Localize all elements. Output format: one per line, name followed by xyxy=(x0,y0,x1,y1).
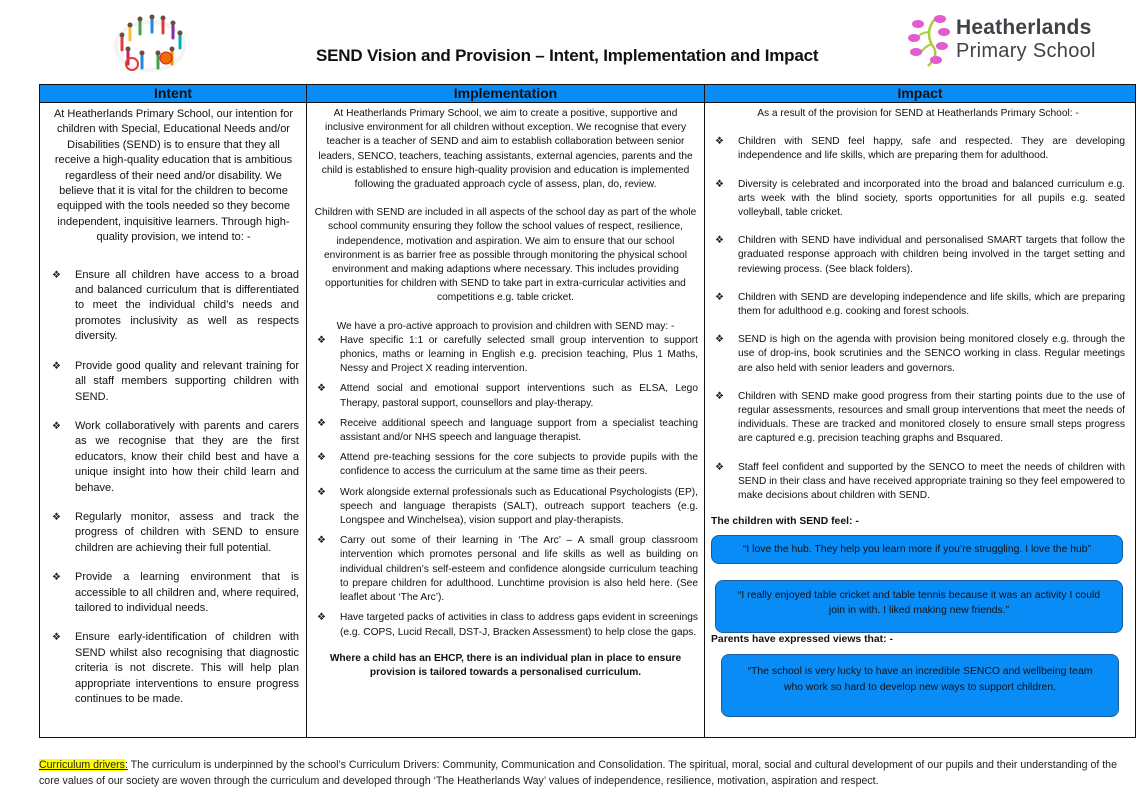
child-quote-bubble xyxy=(715,580,1123,633)
footer-colon: : xyxy=(124,759,128,771)
spacer xyxy=(711,277,1125,291)
list-item: ❖ Regularly monitor, assess and track the progress of children with SEND to ensure children are achieving their full potential. xyxy=(52,510,299,554)
list-item: ❖ Staff feel confident and supported by the SENCO to meet the needs of children with SEND in their class and have received appropriate training so they feel empowered to make decisions about children with SEND. xyxy=(715,461,1125,502)
list-item: ❖ Ensure early-identification of children with SEND whilst also recognising that diagnostic criteria is not discrete. This will help plan appropriate interventions to ensure progress continues to be made. xyxy=(52,631,299,705)
list-item: ❖ Carry out some of their learning in ‘The Arc’ – A small group classroom intervention which promotes personal and life skills as well as building on individual children’s self-esteem and confidence alongside curriculum teaching to prepare children for adulthood. Lunchtime provision is also held here. (See leaflet about ‘The Arc’). xyxy=(317,535,698,604)
list-item: ❖ Provide a learning environment that is accessible to all children and, where required, tailored to individual needs. xyxy=(52,571,299,614)
spacer xyxy=(48,556,299,570)
bullet-diamond-icon: ❖ xyxy=(317,486,326,498)
list-item: ❖ SEND is high on the agenda with provision being monitored closely e.g. through the use of drop-ins, book scrutinies and the SENCO working in class. Regular meetings are also held with senior leaders and governors. xyxy=(715,334,1125,374)
list-item: ❖ Children with SEND are developing independence and life skills, which are preparing them for adulthood e.g. cooking and forest schools. xyxy=(715,291,1125,318)
implementation-cell xyxy=(307,103,705,738)
curriculum-drivers-text: The curriculum is underpinned by the school’s Curriculum Drivers: Community, Communication and Consolidation. The spiritual, moral, social and cultural development of our pupils and their understanding of the core values of our society are woven through the curriculum and developed through ‘The Heatherlands Way’ values of independence, resilience, motivation, aspiration and respect. xyxy=(39,759,1117,787)
bullet-diamond-icon: ❖ xyxy=(715,390,724,402)
list-item: ❖ Have specific 1:1 or carefully selected small group intervention to support phonics, maths or learning in English e.g. precision teaching, Plus 1 Maths, Nessy and Project X reading intervention. xyxy=(317,334,698,375)
intent-bullet-list xyxy=(48,268,299,708)
list-item: ❖ Attend pre-teaching sessions for the core subjects to provide pupils with the confidence to access the curriculum at the same time as their peers. xyxy=(317,452,698,478)
list-item: ❖ Ensure all children have access to a broad and balanced curriculum that is differentiated to meet the individual child’s needs and promotes inclusivity as well as respects diversity. xyxy=(52,268,299,343)
child-quote-bubble xyxy=(711,535,1123,564)
bullet-diamond-icon: ❖ xyxy=(715,178,724,190)
spacer xyxy=(711,447,1125,461)
heather-flower-icon xyxy=(906,14,954,68)
implementation-bullet-list xyxy=(313,334,698,640)
implementation-para-1: At Heatherlands Primary School, we aim to create a positive, supportive and inclusive environment for all children without exception. We recognise that every teacher is a teacher of SEND and aim to establish collaboration between senior leaders, SENCO, teachers, teaching assistants, external agencies, parents and the child is established to ensure high-quality provision and education is implemented following the graduated approach cycle of assess, plan, do, review. xyxy=(318,108,693,191)
bullet-diamond-icon: ❖ xyxy=(52,572,61,584)
bullet-diamond-icon: ❖ xyxy=(317,535,326,547)
bullet-diamond-icon: ❖ xyxy=(715,291,724,303)
bullet-diamond-icon: ❖ xyxy=(52,269,61,281)
curriculum-drivers-footer xyxy=(39,757,1129,789)
spacer xyxy=(48,616,299,630)
school-name-line2: Primary School xyxy=(956,40,1096,62)
column-header-implementation: Implementation xyxy=(307,85,705,103)
spacer xyxy=(711,319,1125,333)
list-item: ❖ Receive additional speech and language support from a specialist teaching assistant and/or NHS speech and language therapist. xyxy=(317,417,698,444)
bullet-diamond-icon: ❖ xyxy=(317,452,326,464)
parents-views-label: Parents have expressed views that: - xyxy=(711,634,893,646)
page-title: SEND Vision and Provision – Intent, Implementation and Impact xyxy=(316,46,819,65)
impact-intro: As a result of the provision for SEND at Heatherlands Primary School: - xyxy=(757,108,1079,119)
list-item: ❖ Children with SEND make good progress from their starting points due to the use of regular assessments, resources and small group interventions that meet the needs of individuals. These are tracked and monitored closely to ensure small steps progress are captured e.g. precision teaching graphs and Bsquared. xyxy=(715,390,1125,445)
bullet-diamond-icon: ❖ xyxy=(715,235,724,247)
parent-quote-bubble xyxy=(721,654,1119,717)
list-item: ❖ Provide good quality and relevant training for all staff members supporting children with SEND. xyxy=(52,359,299,403)
school-name-line1: Heatherlands xyxy=(956,16,1092,39)
send-table xyxy=(39,84,1136,738)
list-item: ❖ Work collaboratively with parents and carers as we recognise that they are the first educators, know their child best and have a unique insight into how their child learn and behave. xyxy=(52,419,299,494)
spacer xyxy=(711,220,1125,234)
list-item: ❖ Children with SEND have individual and personalised SMART targets that follow the graduated response approach with children being involved in the target setting and reviewing process. (See black folders). xyxy=(715,235,1125,275)
child-quote-text: “I really enjoyed table cricket and table tennis because it was an activity I could join in with. I liked making new friends.” xyxy=(737,590,1101,617)
list-item: ❖ Children with SEND feel happy, safe and respected. They are developing independence and life skills, which are preparing them for adulthood. xyxy=(715,136,1125,162)
bullet-diamond-icon: ❖ xyxy=(715,136,724,148)
bullet-diamond-icon: ❖ xyxy=(52,511,61,523)
children-circle-logo xyxy=(110,8,190,76)
spacer xyxy=(711,376,1125,390)
bullet-diamond-icon: ❖ xyxy=(317,417,326,429)
list-item: ❖ Have targeted packs of activities in class to address gaps evident in screenings (e.g. COPS, Lucid Recall, DST-J, Bracken Assessment) to help close the gaps. xyxy=(317,612,698,638)
bullet-diamond-icon: ❖ xyxy=(715,334,724,346)
spacer xyxy=(48,345,299,359)
spacer xyxy=(48,405,299,419)
implementation-para-2: Children with SEND are included in all aspects of the school day as part of the whole school community ensuring they follow the school values of respect, resilience, independence, motivation and aspiration. We aim to ensure that our school environment is as barrier free as possible through monitoring the physical school environment and making adaptions where necessary. This includes providing opportunities for children with SEND to take part in extra-curricular activities and competitions e.g. table cricket. xyxy=(314,207,697,304)
impact-bullet-list xyxy=(711,135,1125,503)
list-item: ❖ Attend social and emotional support interventions such as ELSA, Lego Therapy, pastoral support, counsellors and play-therapy. xyxy=(317,383,698,409)
intent-cell xyxy=(40,103,307,738)
bullet-diamond-icon: ❖ xyxy=(317,612,326,624)
column-header-intent: Intent xyxy=(40,85,307,103)
bullet-diamond-icon: ❖ xyxy=(52,420,61,432)
curriculum-drivers-label: Curriculum drivers xyxy=(39,759,125,771)
spacer xyxy=(711,164,1125,178)
bullet-diamond-icon: ❖ xyxy=(317,383,326,395)
intent-intro: At Heatherlands Primary School, our intention for children with Special, Educational Needs and/or Disabilities (SEND) is to ensure that they all receive a high-quality education that is ambitious regardless of their need and/or disability. We believe that it is vital for the children to become equipped with the tools needed so they become independent, inquisitive learners. Through high-quality provision, we intend to: - xyxy=(53,108,294,244)
list-item: ❖ Work alongside external professionals such as Educational Psychologists (EP), speech and language therapists (SALT), outreach support teachers (e.g. Longspee and Winchelsea), vision support and play-therapists. xyxy=(317,486,698,527)
children-views-label: The children with SEND feel: - xyxy=(711,516,859,528)
list-item: ❖ Diversity is celebrated and incorporated into the broad and balanced curriculum e.g. arts week with the blind society, sports opportunities for all pupils e.g. seated volleyball, table cricket. xyxy=(715,178,1125,219)
ehcp-statement: Where a child has an EHCP, there is an individual plan in place to ensure provision is tailored towards a personalised curriculum. xyxy=(329,652,682,678)
bullet-diamond-icon: ❖ xyxy=(317,334,326,346)
column-header-impact: Impact xyxy=(705,85,1136,103)
bullet-diamond-icon: ❖ xyxy=(52,360,61,372)
parent-quote-text: “The school is very lucky to have an incredible SENCO and wellbeing team who work so hard to develop new ways to support children. xyxy=(747,665,1093,693)
school-logo xyxy=(906,14,1116,70)
implementation-para-3: We have a pro-active approach to provision and children with SEND may: - xyxy=(336,320,675,332)
bullet-diamond-icon: ❖ xyxy=(52,632,61,644)
spacer xyxy=(48,496,299,510)
bullet-diamond-icon: ❖ xyxy=(715,461,724,473)
child-quote-text: “I love the hub. They help you learn more if you’re struggling. I love the hub” xyxy=(742,544,1092,556)
impact-cell xyxy=(705,103,1136,738)
